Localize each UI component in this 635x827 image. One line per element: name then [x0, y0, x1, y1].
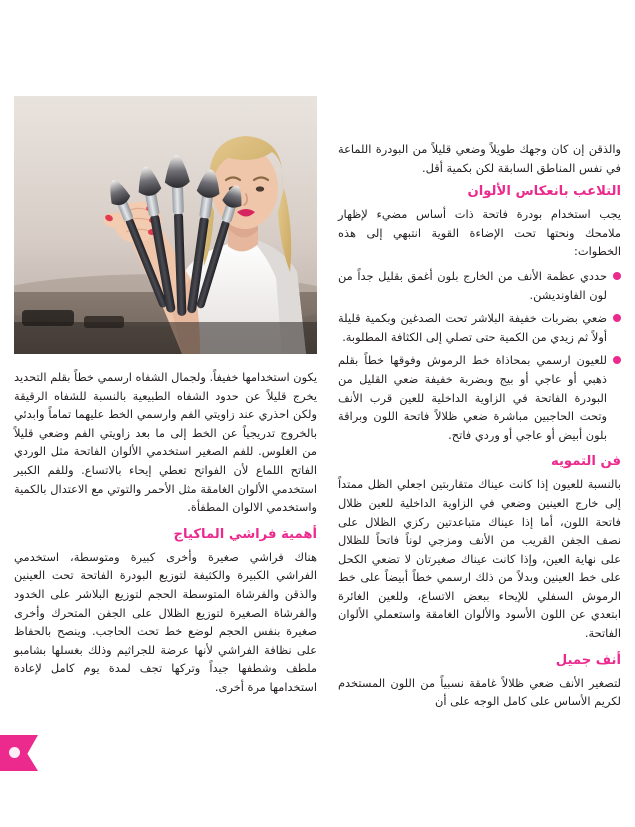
- list-item-label: حددي عظمة الأنف من الخارج بلون أغمق بقليل جداً من لون الفاونديشن.: [338, 268, 607, 302]
- section-heading-camouflage: فن التمويه: [550, 454, 621, 470]
- section-paragraph-beautiful-nose: لتصغير الأنف ضعي ظلالاً غامقة نسبياً من اللون المستخدم لكريم الأساس على كامل الوجه على أن: [338, 675, 621, 709]
- section-heading-color-reflection: التلاعب بانعكاس الألوان: [467, 184, 621, 200]
- right-intro-paragraph: والذقن إن كان وجهك طويلاً وضعي قليلاً من البودرة اللماعة في نفس المناطق السابقة لكن بكمية أقل.: [338, 142, 621, 175]
- list-item-label: ضعي بضربات خفيفة البلاشر تحت الصدغين وبكمية قليلة أولاً ثم زيدي من الكمية حتى تصلي إلى الكثافة المطلوبة.: [338, 311, 607, 344]
- list-item: [338, 267, 621, 304]
- list-item: [338, 351, 621, 444]
- corner-tab-dot: [9, 747, 20, 758]
- left-paragraph-lips: يكون استخدامها خفيفاً. ولجمال الشفاه ارسمي خطاً بقلم التحديد يخرج قليلاً عن حدود الشفاه الطبيعية بالنسبة للشفاه الرقيقة ولكن احذري عند زاويتي الفم وارسمي الخط عليهما تماماً وابدئي بالخروج تدريجياً عن الخط إلى ما بعد زاويتي الفم وضعي قليلاً من الغلوس. للفم الصغير استخدمي الألوان الفاتحة مثل الوردي الفاتح اللماع لأن الفواتح تعطي إيحاء بالاتساع. وللفم الكبير استخدمي الألوان الغامقة مثل الأحمر والتوتي مع الاعتدال بالكمية واستخدمي الالوان المطفأة.: [14, 370, 317, 515]
- bullet-dot-icon: [613, 314, 621, 322]
- pink-corner-tab: [0, 735, 38, 771]
- right-text-column: [338, 140, 621, 711]
- bullet-dot-icon: [613, 272, 621, 280]
- section-paragraph-camouflage: بالنسبة للعيون إذا كانت عيناك متقاربتين اجعلي الظل ممتداً إلى خارج العينين وضعي في الزاوية الداخلية للعين ظلال فاتحة اللون، أما إذا عيناك متباعدتين ركزي الظلال على نصف الجفن القريب من الأنف ومزجي لوناً فاتحاً للظلال على نهاية العين، وإذا كانت عيناك صغيرتان لا تضعي الكحل على خط العينين وبدلاً من ذلك ارسمي خطاً أبيضاً على خط الرموش السفلي للإيحاء ببعض الاتساع، وللعين الغائرة ابتعدي عن اللون الأسود والألوان الغامقة واستعملي الألوان الفاتحة.: [338, 477, 621, 641]
- woman-holding-makeup-brushes-photo: [14, 96, 317, 354]
- section-heading-beautiful-nose: أنف جميل: [555, 652, 621, 668]
- list-item-label: للعيون ارسمي بمحاذاة خط الرموش وفوقها خطاً بقلم ذهبي أو عاجي أو بيج وبضربة خفيفة ضعي القليل من البودرة الفاتحة في الزاوية الداخلية للعين قرب الأنف وتحت الحاجبين مباشرة ضعي ظلالاً فاتحة اللون وبراقة بلون أبيض أو عاجي أو وردي فاتح.: [338, 353, 607, 442]
- bullet-dot-icon: [613, 356, 621, 364]
- list-item: [338, 309, 621, 346]
- section-heading-brush-importance: أهمية فراشي الماكياج: [173, 526, 317, 542]
- color-reflection-steps-list: [338, 267, 621, 444]
- left-text-column: [14, 368, 317, 697]
- section-paragraph-color-reflection: يجب استخدام بودرة فاتحة ذات أساس مضيء لإظهار ملامحك ونحتها تحت الإضاءة القوية انتبهي إلى هذه الخطوات:: [338, 207, 621, 259]
- photo-artwork: [14, 96, 317, 354]
- section-paragraph-brush-importance: هناك فراشي صغيرة وأخرى كبيرة ومتوسطة، استخدمي الفراشي الكبيرة والكثيفة لتوزيع البودرة الفاتحة تحت العينين والذقن والفرشاة المتوسطة الحجم لتوزيع البلاشر على الخدود والفرشاة الصغيرة لتوزيع الظلال على الجفن المتحرك وأخرى صغيرة بنفس الحجم لوضع خط تحت الحاجب. وينصح بالحفاظ على نظافة الفراشي لأنها عرضة للجراثيم وذلك بغسلها بشامبو ملطف وشطفها جيداً وتركها تجف لمدة يوم كامل لإعادة استخدامها مرة أخرى.: [14, 549, 317, 694]
